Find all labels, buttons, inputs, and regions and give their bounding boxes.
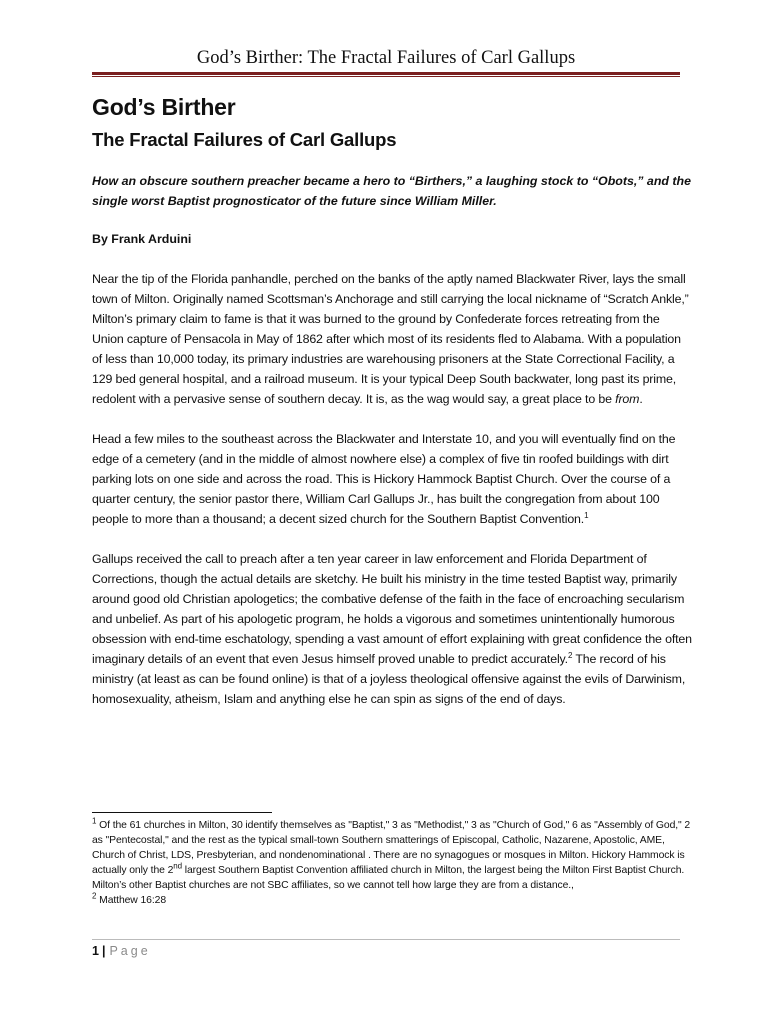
article-lede: How an obscure southern preacher became a hero to “Birthers,” a laughing stock to “Obots,” and the single worst Baptist prognosticator of the future since William Miller. bbox=[92, 174, 691, 208]
page-number: 1 bbox=[92, 944, 99, 958]
paragraph-1 bbox=[92, 269, 692, 409]
paragraph-2-text: Head a few miles to the southeast across the Blackwater and Interstate 10, and you will eventually find on the edge of a cemetery (and in the middle of almost nowhere else) a complex of five tin roofed buildings with dirt parking lots on one side and across the road. This is Hickory Hammock Baptist Church. Over the course of a quarter century, the senior pastor there, William Carl Gallups Jr., has built the congregation from about 100 people to more than a thousand; a decent sized church for the Southern Baptist Convention. bbox=[92, 432, 676, 526]
footnote-2 bbox=[92, 893, 692, 908]
footnote-ref-2[interactable]: 2 bbox=[567, 650, 573, 660]
footnote-1 bbox=[92, 818, 692, 893]
footnotes bbox=[92, 818, 692, 908]
article-body bbox=[92, 94, 692, 709]
byline: By Frank Arduini bbox=[92, 232, 192, 246]
running-header: God’s Birther: The Fractal Failures of Carl Gallups bbox=[196, 48, 576, 68]
article-title: God’s Birther bbox=[92, 94, 236, 120]
paragraph-1-emphasis: from bbox=[615, 392, 640, 406]
paragraph-1-text: Near the tip of the Florida panhandle, perched on the banks of the aptly named Blackwater River, lays the small town of Milton. Originally named Scottsman’s Anchorage and still carrying the local nickname of “Scratch Ankle,” Milton’s primary claim to fame is that it was burned to the ground by Confederate forces retreating from the Union capture of Pensacola in May of 1862 after which most of its residents fled to Alabama. With a population of less than 10,000 today, its primary industries are warehousing prisoners at the State Correctional Facility, a 129 bed general hospital, and a railroad museum. It is your typical Deep South backwater, long past its prime, redolent with a pervasive sense of southern decay. It is, as the wag would say, a great place to be bbox=[92, 272, 689, 406]
footnote-1-ordinal: nd bbox=[173, 861, 182, 871]
paragraph-3-text: Gallups received the call to preach after a ten year career in law enforcement and Florida Department of Corrections, though the actual details are sketchy. He built his ministry in the time tested Baptist way, primarily around good old Christian apologetics; the combative defense of the faith in the face of encroaching secularism and unbelief. As part of his apologetic program, he holds a vigorous and sometimes unintentionally humorous obsession with end-time eschatology, spending a vast amount of effort explaining with great confidence the often imaginary details of an event that even Jesus himself proved unable to predict accurately. bbox=[92, 552, 692, 666]
footnote-separator bbox=[92, 812, 272, 813]
paragraph-2 bbox=[92, 429, 692, 529]
footnote-1-number: 1 bbox=[92, 816, 97, 826]
footnote-2-number: 2 bbox=[92, 891, 97, 901]
footnote-1-text-cont: largest Southern Baptist Convention affiliated church in Milton, the largest being the Milton First Baptist Church. Milton’s other Baptist churches are not SBC affiliates, so we cannot tell how large they are from a distance., bbox=[92, 865, 685, 891]
footnote-2-text: Matthew 16:28 bbox=[96, 895, 167, 906]
footnote-1-text: Of the 61 churches in Milton, 30 identify themselves as "Baptist," 3 as "Methodist," 3 as "Church of God," 6 as "Assembly of God," 2 as "Pentecostal," and the rest as the typical small-town Southern smatterings of Episcopal, Catholic, Nazarene, Apostolic, AME, Church of Christ, LDS, Presbyterian, and nondenominational . There are no synagogues or mosques in Milton. Hickory Hammock is actually only the 2 bbox=[92, 820, 691, 876]
page-label: Page bbox=[109, 944, 151, 958]
paragraph-3 bbox=[92, 549, 692, 709]
paragraph-3-text-cont: The record of his ministry (at least as can be found online) is that of a joyless theological offensive against the evils of Darwinism, homosexuality, atheism, Islam and anything else he can spin as signs of the end of days. bbox=[92, 652, 686, 706]
paragraph-1-end: . bbox=[639, 392, 643, 406]
page-separator: | bbox=[101, 944, 106, 958]
article-subtitle: The Fractal Failures of Carl Gallups bbox=[92, 129, 397, 150]
page-footer bbox=[92, 944, 151, 958]
footer-rule bbox=[92, 939, 680, 940]
header-rule bbox=[92, 72, 680, 75]
footnote-ref-1[interactable]: 1 bbox=[584, 510, 589, 520]
header-rule-thin bbox=[92, 76, 680, 77]
